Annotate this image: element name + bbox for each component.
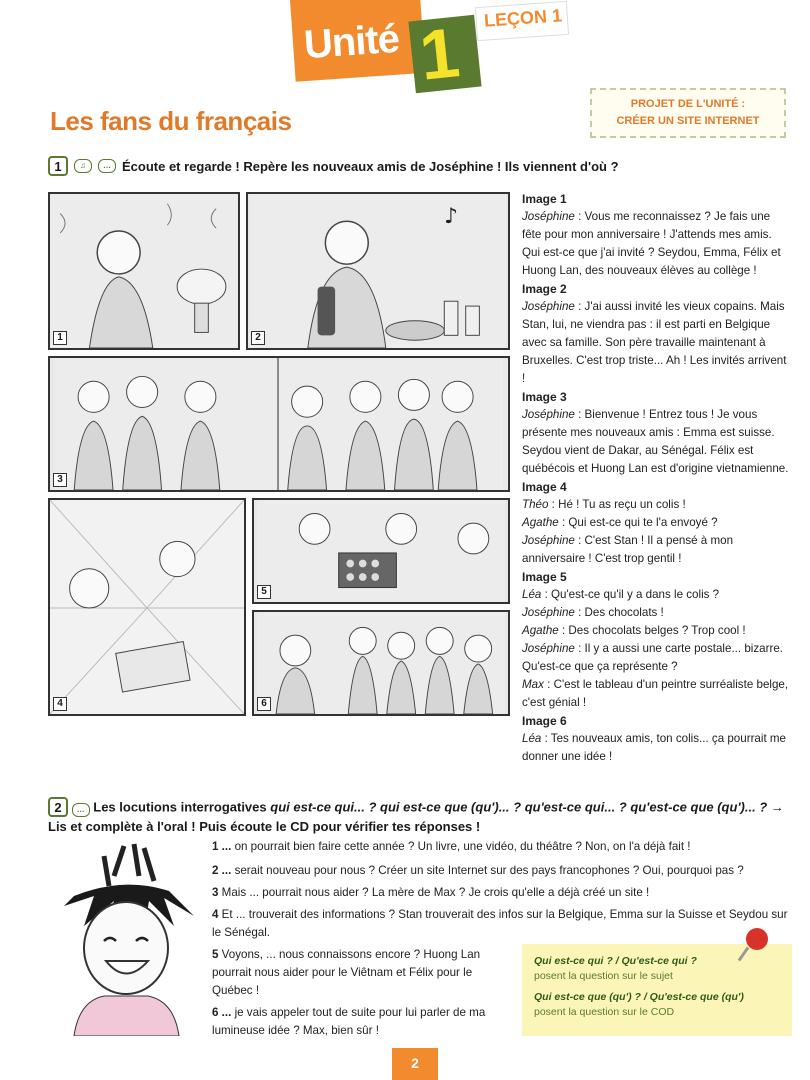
guests-illustration [50,358,508,490]
image-label: Image 5 [522,570,567,584]
pushpin-icon [746,928,768,950]
speaker: Joséphine [522,642,575,655]
question-number: 5 [212,948,219,961]
dialogue-line [522,604,792,622]
exercise-2-number: 2 [48,797,68,817]
question-6 [212,1004,502,1040]
grammar-note [522,944,792,1036]
speaker: Agathe [522,624,559,637]
line-text: : Bienvenue ! Entrez tous ! Je vous présente mes nouveaux amis : Emma est suisse. Seydou vient de Dakar, au Sénégal. Félix est québécois et Huong Lan est d'origine vietnamienne. [522,408,789,475]
question-1 [212,838,792,856]
note-line-1-bold: Qui est-ce qui ? / Qu'est-ce qui ? [534,955,697,967]
dialogue-line [522,298,792,388]
dialogue-line [522,496,792,514]
line-text: : Des chocolats ! [574,606,664,619]
question-text: je vais appeler tout de suite pour lui parler de ma lumineuse idée ? Max, bien sûr ! [212,1006,486,1037]
question-number: 1 ... [212,840,232,853]
chocolates-illustration [254,500,508,602]
dialogue-line [522,532,792,568]
note-line-1: posent la question sur le sujet [534,970,673,982]
page-number: 2 [392,1048,438,1080]
lecon-label: LEÇON 1 [483,5,563,31]
image-block-6 [522,712,792,766]
exercise-2-head-part1: Les locutions interrogatives [93,799,271,815]
question-text: Et ... trouverait des informations ? Stan trouverait des infos sur la Belgique, Emma sur la Suisse et Seydou sur le Sénégal. [212,908,788,939]
question-text: Voyons, ... nous connaissons encore ? Huong Lan pourrait nous aider pour le Viêtnam et Félix pour le Québec ! [212,948,481,997]
question-text: Mais ... pourrait nous aider ? La mère de Max ? Je crois qu'elle a déjà créé un site ! [218,886,650,899]
comic-panel-5 [252,498,510,604]
image-block-2 [522,280,792,388]
dialogue-line [522,676,792,712]
line-text: : Qu'est-ce qu'il y a dans le colis ? [541,588,720,601]
image-block-3 [522,388,792,478]
svg-text:♪: ♪ [444,204,458,230]
line-text: : Vous me reconnaissez ? Je fais une fête pour mon anniversaire ! J'attends mes amis. Qui est-ce que j'ai invité ? Seydou, Emma, Félix et Huong Lan, des nouveaux élèves au collège ! [522,210,781,277]
dialogue-line [522,640,792,676]
dialogue-line [522,514,792,532]
dialogue-line [522,730,792,766]
group-illustration [254,612,508,714]
comic-panel-1 [48,192,240,350]
line-text: : Qui est-ce qui te l'a envoyé ? [558,516,718,529]
image-block-1 [522,190,792,280]
question-3 [212,884,792,902]
comic-panel-3 [48,356,510,492]
image-label: Image 4 [522,480,567,494]
exercise-1-heading [48,156,788,176]
line-text: : Tes nouveaux amis, ton colis... ça pourrait me donner une idée ! [522,732,787,763]
line-text: : Des chocolats belges ? Trop cool ! [558,624,746,637]
question-number: 3 [212,886,219,899]
question-2 [212,862,792,880]
question-text: serait nouveau pour nous ? Créer un site Internet sur des pays francophones ? Oui, pourquoi pas ? [231,864,744,877]
note-line-2-bold: Qui est-ce que (qu') ? / Qu'est-ce que (qu') [534,991,744,1003]
comic-panel-2 [246,192,510,350]
image-block-5 [522,568,792,712]
speech-icon: … [98,159,116,173]
speaker: Théo [522,498,549,511]
girl-avatar [44,836,204,1036]
exercise-1-number: 1 [48,156,68,176]
exercise-2-head-part2: → Lis et complète à l'oral ! Puis écoute le CD pour vérifier tes réponses ! [48,799,784,834]
image-block-4 [522,478,792,568]
panel-number: 1 [53,331,67,345]
speaker: Joséphine [522,210,575,223]
projet-line-1: PROJET DE L'UNITÉ : [630,98,746,110]
note-line-2: posent la question sur le COD [534,1006,675,1018]
unite-label: Unité [302,16,401,68]
speaker: Joséphine [522,606,575,619]
comic-panel-4 [48,498,246,716]
line-text: : J'ai aussi invité les vieux copains. Mais Stan, lui, ne viendra pas : il est parti en Belgique avec sa famille. Son père travaille maintenant à Bruxelles. C'est trop triste... Ah ! Les invités arrivent ! [522,300,787,385]
projet-box [590,88,786,138]
question-5 [212,946,502,1000]
line-text: : Hé ! Tu as reçu un colis ! [548,498,686,511]
dialogue-line [522,406,792,478]
panel-number: 6 [257,697,271,711]
speaker: Joséphine [522,300,575,313]
speaker: Joséphine [522,534,575,547]
comic-panel-6 [252,610,510,716]
dialogue-line [522,208,792,280]
dialogue-column [522,190,792,766]
dialogue-line [522,586,792,604]
page-title: Les fans du français [50,106,292,136]
panel-number: 5 [257,585,271,599]
image-label: Image 3 [522,390,567,404]
question-number: 2 ... [212,864,232,877]
speaker: Léa [522,588,542,601]
speaker: Joséphine [522,408,575,421]
panel-number: 4 [53,697,67,711]
image-label: Image 2 [522,282,567,296]
projet-line-2: CRÉER UN SITE INTERNET [616,115,760,127]
speaker: Max [522,678,544,691]
question-number: 4 [212,908,219,921]
unit-number: 1 [416,13,463,95]
question-text: on pourrait bien faire cette année ? Un livre, une vidéo, du théâtre ? Non, on l'a déjà fait ! [231,840,691,853]
line-text: : Il y a aussi une carte postale... bizarre. Qu'est-ce que ça représente ? [522,642,784,673]
speaker: Agathe [522,516,559,529]
question-number: 6 ... [212,1006,232,1019]
dialogue-line [522,622,792,640]
image-label: Image 6 [522,714,567,728]
party-illustration [50,194,238,348]
line-text: : C'est Stan ! Il a pensé à mon anniversaire ! C'est trop gentil ! [522,534,734,565]
exercise-2-heading [48,797,793,836]
speaker: Léa [522,732,542,745]
panel-number: 2 [251,331,265,345]
parcel-illustration [50,500,244,714]
question-4 [212,906,792,942]
image-label: Image 1 [522,192,567,206]
exercise-1-instruction: Écoute et regarde ! Repère les nouveaux amis de Joséphine ! Ils viennent d'où ? [122,158,619,174]
speech-icon: … [72,803,90,817]
exercise-2-head-italic: qui est-ce qui... ? qui est-ce que (qu')... ? qu'est-ce qui... ? qu'est-ce que (qu')... ? [270,799,768,815]
panel-number: 3 [53,473,67,487]
kitchen-illustration [248,194,508,348]
line-text: : C'est le tableau d'un peintre surréaliste belge, c'est génial ! [522,678,789,709]
headphones-icon: ♫ [74,159,92,173]
